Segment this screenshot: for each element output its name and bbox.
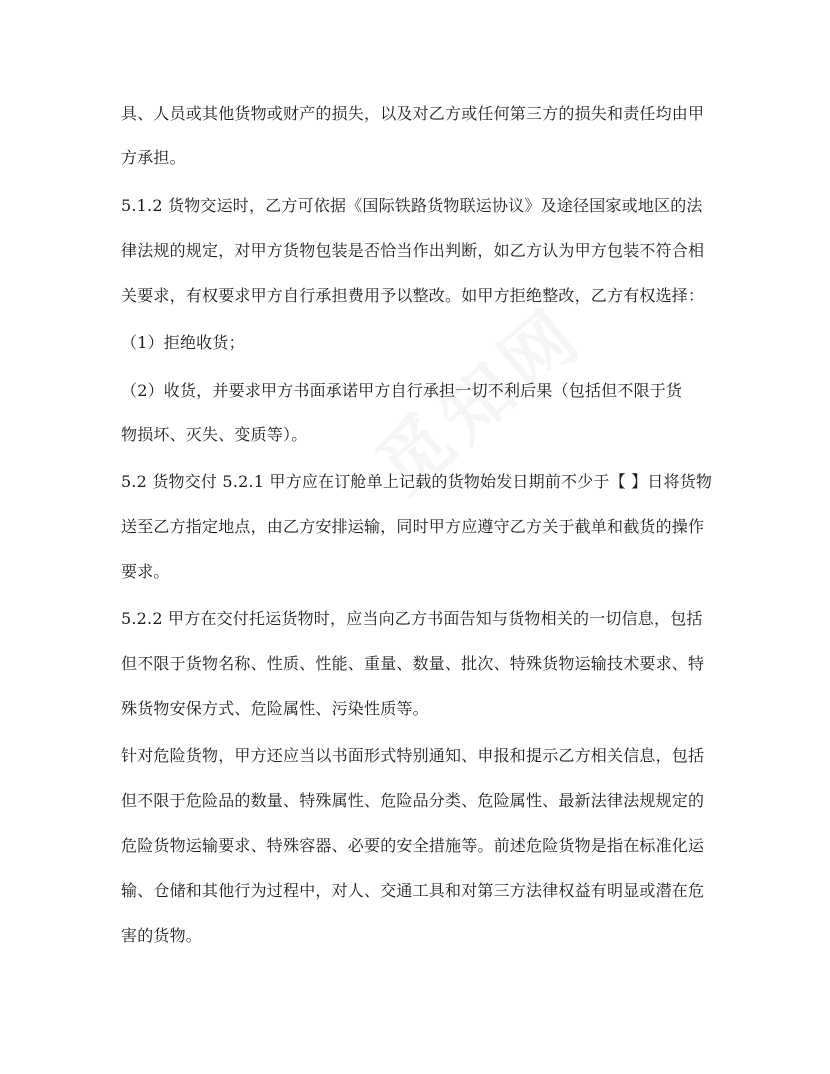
text-line: 要求。 <box>121 562 170 581</box>
text-line: 输、仓储和其他行为过程中，对人、交通工具和对第三方法律权益有明显或潜在危 <box>121 881 705 900</box>
text-line: 殊货物安保方式、危险属性、污染性质等。 <box>121 699 429 718</box>
text-line: 5.1.2 货物交运时，乙方可依据《国际铁路货物联运协议》及途径国家或地区的法 <box>121 196 703 215</box>
text-line: 但不限于危险品的数量、特殊属性、危险品分类、危险属性、最新法律法规规定的 <box>121 791 705 810</box>
text-line: 送至乙方指定地点，由乙方安排运输，同时甲方应遵守乙方关于截单和截货的操作 <box>121 517 705 536</box>
text-line: 5.2.2 甲方在交付托运货物时，应当向乙方书面告知与货物相关的一切信息，包括 <box>121 609 703 628</box>
text-line: 关要求，有权要求甲方自行承担费用予以整改。如甲方拒绝整改，乙方有权选择： <box>121 286 705 305</box>
text-line: （2）收货，并要求甲方书面承诺甲方自行承担一切不利后果（包括但不限于货 <box>121 381 683 400</box>
text-line: 但不限于货物名称、性质、性能、重量、数量、批次、特殊货物运输技术要求、特 <box>121 654 705 673</box>
text-line: 5.2 货物交付 5.2.1 甲方应在订舱单上记载的货物始发日期前不少于【 】日将货物 <box>121 472 713 491</box>
text-line: 律法规的规定，对甲方货物包装是否恰当作出判断，如乙方认为甲方包装不符合相 <box>121 241 705 260</box>
text-line: 物损坏、灭失、变质等）。 <box>121 425 308 444</box>
text-line: 针对危险货物，甲方还应当以书面形式特别通知、申报和提示乙方相关信息，包括 <box>121 746 705 765</box>
text-line: 害的货物。 <box>121 926 203 945</box>
text-line: 危险货物运输要求、特殊容器、必要的安全措施等。前述危险货物是指在标准化运 <box>121 836 705 855</box>
text-line: （1）拒绝收货； <box>121 333 245 352</box>
text-line: 具、人员或其他货物或财产的损失，以及对乙方或任何第三方的损失和责任均由甲 <box>121 104 705 123</box>
text-line: 方承担。 <box>121 148 186 167</box>
